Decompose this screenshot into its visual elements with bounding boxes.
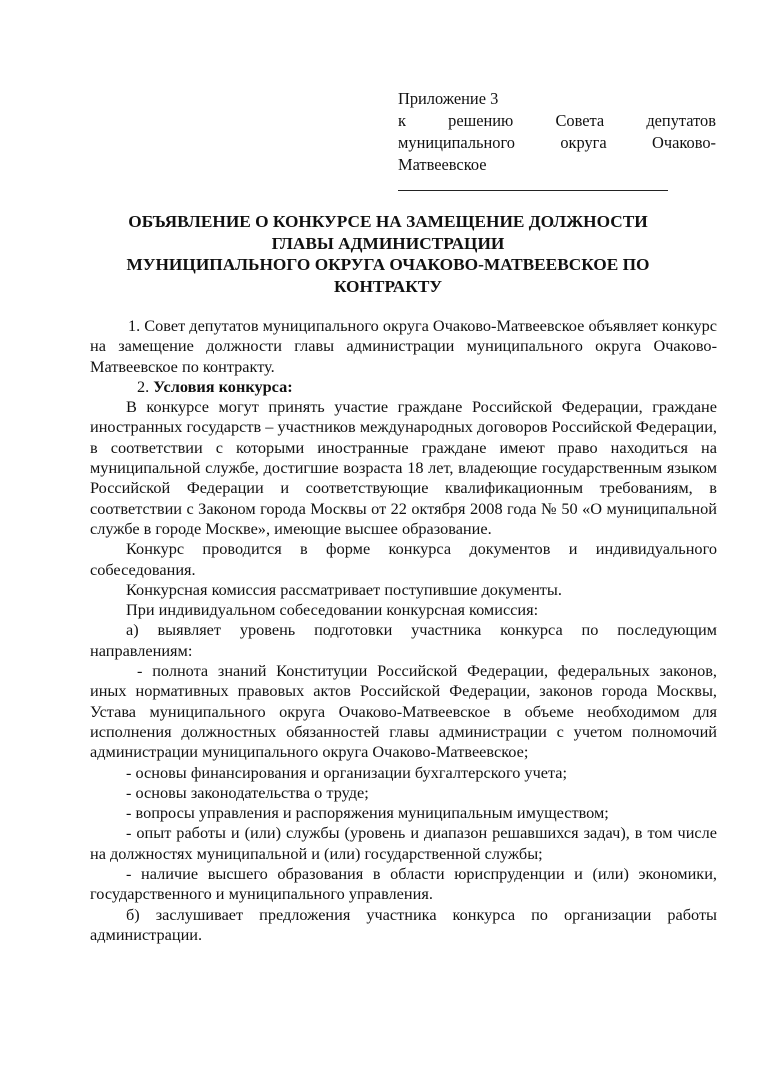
paragraph-announcement: 1. Совет депутатов муниципального округа Очаково-Матвеевское объявляет конкурс на замещение должности главы администрации муниципального округа Очаково-Матвеевское по контракту. xyxy=(90,316,717,376)
paragraph-conditions-heading xyxy=(90,377,717,397)
title-line-1: ОБЪЯВЛЕНИЕ О КОНКУРСЕ НА ЗАМЕЩЕНИЕ ДОЛЖНОСТИ xyxy=(128,212,648,231)
document-body xyxy=(90,316,717,945)
title-line-3: МУНИЦИПАЛЬНОГО ОКРУГА ОЧАКОВО-МАТВЕЕВСКОЕ ПО xyxy=(126,255,650,274)
paragraph-interview: При индивидуальном собеседовании конкурсная комиссия: xyxy=(126,600,539,620)
paragraph-property: - вопросы управления и распоряжения муниципальным имуществом; xyxy=(126,803,609,823)
paragraph-eligibility: В конкурсе могут принять участие граждане Российской Федерации, граждане иностранных государств – участников международных договоров Российской Федерации, в соответствии с которыми иностранные граждане имеют право находиться на муниципальной службе, достигшие возраста 18 лет, владеющие государственным языком Российской Федерации и соответствующие квалификационным требованиям, в соответствии с Законом города Москвы от 22 октября 2008 года № 50 «О муниципальной службе в городе Москве», имеющие высшее образование. xyxy=(90,397,717,538)
appendix-district-line: муниципального округа Очаково- xyxy=(398,133,716,152)
paragraph-labor-law: - основы законодательства о труде; xyxy=(126,782,369,802)
paragraph-education: - наличие высшего образования в области юриспруденции и (или) экономики, государственного и муниципального управления. xyxy=(90,864,717,904)
paragraph-item-b: б) заслушивает предложения участника конкурса по организации работы администрации. xyxy=(90,904,717,944)
section-number: 2. xyxy=(137,376,150,396)
appendix-district-name: Матвеевское xyxy=(398,155,487,174)
paragraph-item-a: а) выявляет уровень подготовки участника конкурса по последующим направлениям: xyxy=(90,620,717,660)
paragraph-finance: - основы финансирования и организации бухгалтерского учета; xyxy=(126,762,568,782)
appendix-decision-line: к решению Совета депутатов xyxy=(398,111,716,130)
appendix-number: Приложение 3 xyxy=(398,89,499,108)
paragraph-knowledge: - полнота знаний Конституции Российской Федерации, федеральных законов, иных нормативных правовых актов Российской Федерации, законов города Москвы, Устава муниципального округа Очаково-Матвеевское в объеме необходимом для исполнения должностных обязанностей главы администрации с учетом полномочий администрации муниципального округа Очаково-Матвеевское; xyxy=(90,661,717,762)
document-title xyxy=(60,211,716,297)
paragraph-experience: - опыт работы и (или) службы (уровень и диапазон решавшихся задач), в том числе на должностях муниципальной и (или) государственной службы; xyxy=(90,823,717,863)
paragraph-contest-form: Конкурс проводится в форме конкурса документов и индивидуального собеседования. xyxy=(90,539,717,579)
title-line-4: КОНТРАКТУ xyxy=(333,276,443,296)
title-line-2: ГЛАВЫ АДМИНИСТРАЦИИ xyxy=(271,233,505,253)
section-heading: Условия конкурса: xyxy=(153,376,293,396)
appendix-block xyxy=(398,88,716,191)
paragraph-commission-review: Конкурсная комиссия рассматривает поступившие документы. xyxy=(126,579,562,599)
appendix-signature-rule xyxy=(398,190,668,191)
